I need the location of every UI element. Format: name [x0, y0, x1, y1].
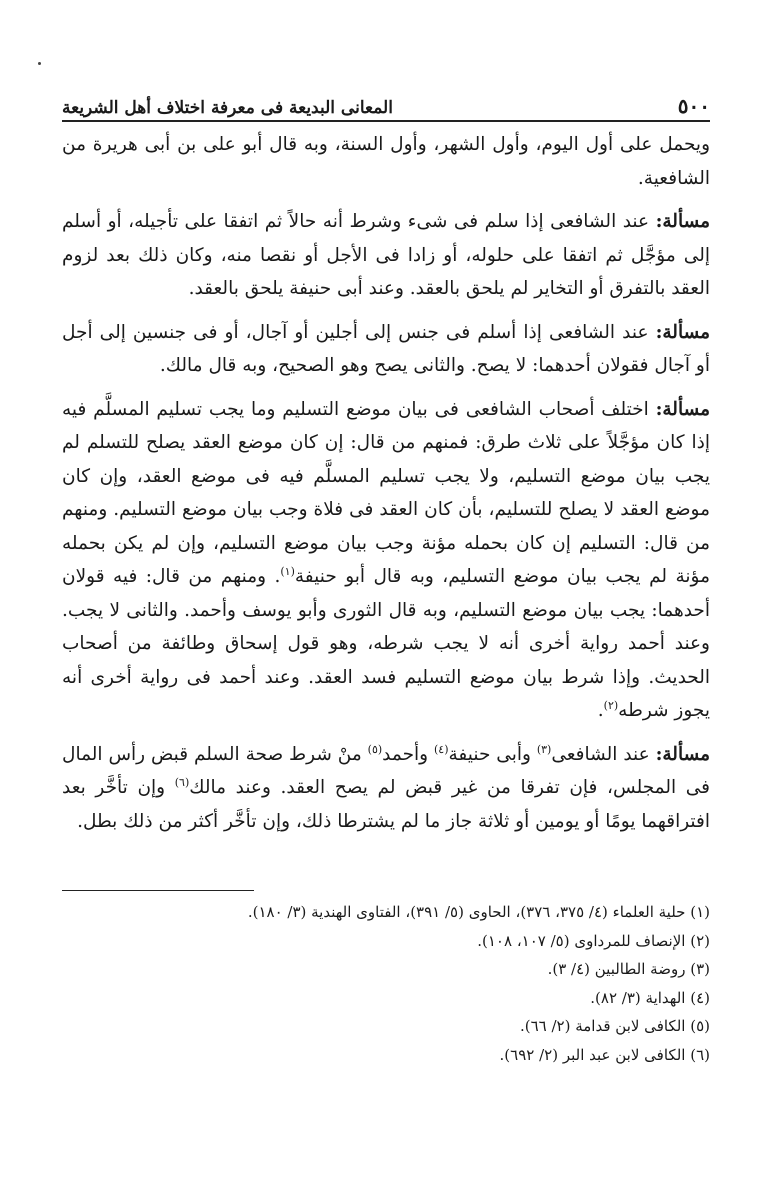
- paragraph-mas-ala: [62, 205, 710, 306]
- paragraph-mas-ala: [62, 738, 710, 839]
- paragraph-text: عند الشافعى إذا سلم فى شىء وشرط أنه حالاً ثم اتفقا على تأجيله، أو أسلم إلى مؤجَّل ثم اتفقا على حلوله، أو زادا فى الأجل أو نقصا منه، وكان ذلك بعد لزوم العقد بالتفرق أو التخاير لم يلحق بالعقد. وعند أبى حنيفة يلحق بالعقد.: [62, 211, 710, 299]
- paragraph-text: اختلف أصحاب الشافعى فى بيان موضع التسليم وما يجب تسليم المسلَّم فيه إذا كان مؤجَّلاً على ثلاث طرق: فمنهم من قال: إن كان موضع العقد يصلح للتسلم لم يجب بيان موضع التسليم، ولا يجب تسليم المسلَّم فيه فى موضع العقد، وإن كان موضع العقد لا يصلح للتسليم، بأن كان العقد فى فلاة وجب بيان موضع التسليم. ومنهم من قال: التسليم إن كان بحمله مؤنة وجب بيان موضع التسليم، وإن لم يكن بحمله مؤنة لم يجب بيان موضع التسليم، وبه قال أبو حنيفة: [62, 398, 711, 587]
- issue-term: مسألة:: [655, 211, 710, 232]
- footnote-ref[interactable]: (١): [280, 564, 295, 578]
- footnote-separator: [62, 890, 254, 891]
- paragraph-continuation: [62, 128, 710, 195]
- page-number: ٥٠٠: [677, 94, 710, 118]
- footnote-item: (٤) الهداية (٣/ ٨٢).: [590, 988, 710, 1007]
- paragraph-mas-ala: [62, 393, 710, 728]
- issue-term: مسألة:: [655, 743, 710, 765]
- paragraph-text: وأحمد: [382, 743, 434, 765]
- footnote-item: (٣) روضة الطالبين (٤/ ٣).: [547, 960, 710, 978]
- paragraph-text: وإن تأخَّر بعد افتراقهما يومًا أو يومين أو ثلاثة جاز ما لم يشترطا ذلك، وإن تأخَّر أكثر من ذلك بطل.: [62, 777, 710, 832]
- footnote-item: (٦) الكافى لابن عبد البر (٢/ ٦٩٢).: [499, 1045, 710, 1064]
- paragraph-text: . ومنهم من قال: فيه قولان أحدهما: يجب بيان موضع التسليم، وبه قال الثورى وأبو يوسف وأحمد. والثانى لا يجب. وعند أحمد رواية أخرى أنه لا يجب شرطه، وهو قول إسحاق وطائفة من أصحاب الحديث. وإذا شرط بيان موضع التسليم فسد العقد. وعند أحمد فى رواية أخرى أنه يجوز شرطه: [62, 566, 710, 721]
- paragraph-text: عند الشافعى: [551, 743, 656, 765]
- stray-mark: [38, 62, 41, 65]
- paragraph-mas-ala: [62, 316, 710, 383]
- footnote-ref[interactable]: (٦): [174, 775, 190, 789]
- paragraph-text: عند الشافعى إذا أسلم فى جنس إلى أجلين أو آجال، أو فى جنسين إلى أجل أو آجال فقولان أحدهما: لا يصح. والثانى يصح وهو الصحيح، وبه قال مالك.: [62, 321, 710, 376]
- footnote-ref[interactable]: (٤): [433, 742, 449, 756]
- issue-term: مسألة:: [655, 321, 710, 343]
- paragraph-text: ويحمل على أول اليوم، وأول الشهر، وأول السنة، وبه قال أبو على بن أبى هريرة من الشافعية.: [62, 134, 710, 189]
- footnote-ref[interactable]: (٢): [603, 698, 619, 712]
- footnote-item: (٢) الإنصاف للمرداوى (٥/ ١٠٧، ١٠٨).: [477, 931, 710, 950]
- paragraph-text: .: [597, 700, 604, 721]
- footnote-ref[interactable]: (٥): [367, 742, 383, 756]
- footnote-item: (١) حلية العلماء (٤/ ٣٧٥، ٣٧٦)، الحاوى (٥/ ٣٩١)، الفتاوى الهندية (٣/ ١٨٠).: [247, 903, 710, 921]
- book-page: [62, 0, 710, 1185]
- body-text: [62, 128, 710, 848]
- issue-term: مسألة:: [655, 398, 710, 420]
- paragraph-text: وأبى حنيفة: [448, 743, 537, 765]
- paragraph-text: منْ شرط صحة السلم قبض رأس المال فى المجلس، فإن تفرقا من غير قبض لم يصح العقد. وعند مالك: [62, 743, 710, 798]
- footnote-ref[interactable]: (٣): [536, 742, 552, 756]
- footnote-item: (٥) الكافى لابن قدامة (٢/ ٦٦).: [519, 1017, 710, 1035]
- running-title: المعانى البديعة فى معرفة اختلاف أهل الشريعة: [62, 98, 393, 118]
- page-header: [62, 82, 710, 118]
- footnotes: [62, 898, 710, 1069]
- header-rule: [62, 120, 710, 122]
